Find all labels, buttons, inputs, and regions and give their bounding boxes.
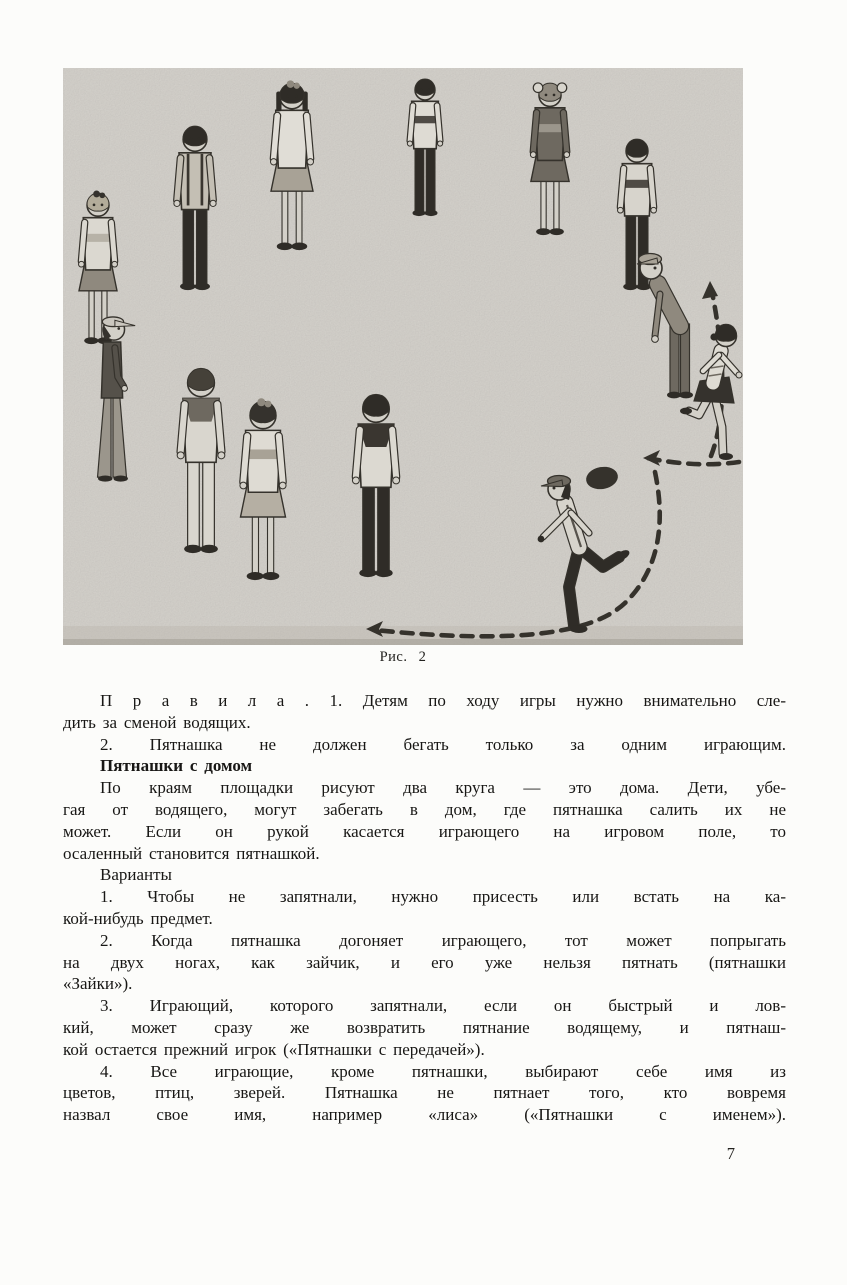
text-line: цветов, птиц, зверей. Пятнашка не пятнает того, кто вовремя — [63, 1083, 786, 1103]
page-text — [63, 690, 786, 1126]
children-tag-game-drawing — [63, 68, 743, 645]
text-line: кой-нибудь предмет. — [63, 908, 213, 928]
text-line: на двух ногах, как зайчик, и его уже нельзя пятнать (пятнашки — [63, 952, 786, 972]
text-line: кой остается прежний игрок («Пятнашки с передачей»). — [63, 1039, 485, 1059]
text-line: может. Если он рукой касается играющего на игровом поле, то — [63, 821, 786, 841]
text-line: 2. Когда пятнашка догоняет играющего, тот может попрыгать — [100, 930, 786, 950]
text-line: назвал свое имя, например «лиса» («Пятнашки с именем»). — [63, 1105, 786, 1125]
figure-2-plate — [63, 68, 743, 645]
figure-caption — [63, 649, 743, 666]
text-line: Варианты — [100, 865, 172, 885]
text-line: 3. Играющий, которого запятнали, если он быстрый и лов- — [100, 996, 786, 1016]
text-line: П р а в и л а . 1. Детям по ходу игры нужно внимательно сле- — [100, 691, 786, 710]
text-line: По краям площадки рисуют два круга — это дома. Дети, убе- — [100, 778, 786, 798]
text-line: кий, может сразу же возвратить пятнание водящему, и пятнаш- — [63, 1017, 786, 1037]
text-line: дить за сменой водящих. — [63, 712, 251, 732]
text-line: «Зайки»). — [63, 974, 133, 994]
text-line: 1. Чтобы не запятнали, нужно присесть или встать на ка- — [100, 887, 786, 907]
text-line: 4. Все играющие, кроме пятнашки, выбирают себе имя из — [100, 1061, 786, 1081]
text-line: гая от водящего, могут забегать в дом, где пятнашка салить их не — [63, 799, 786, 819]
scan-edge-bottom — [63, 639, 743, 645]
text-line: осаленный становится пятнашкой. — [63, 843, 320, 863]
figure-caption-text: Рис. 2 — [379, 649, 427, 665]
text-line: Пятнашки с домом — [100, 756, 253, 776]
page-number: 7 — [726, 1144, 735, 1163]
text-line: 2. Пятнашка не должен бегать только за одним играющим. — [100, 734, 786, 754]
